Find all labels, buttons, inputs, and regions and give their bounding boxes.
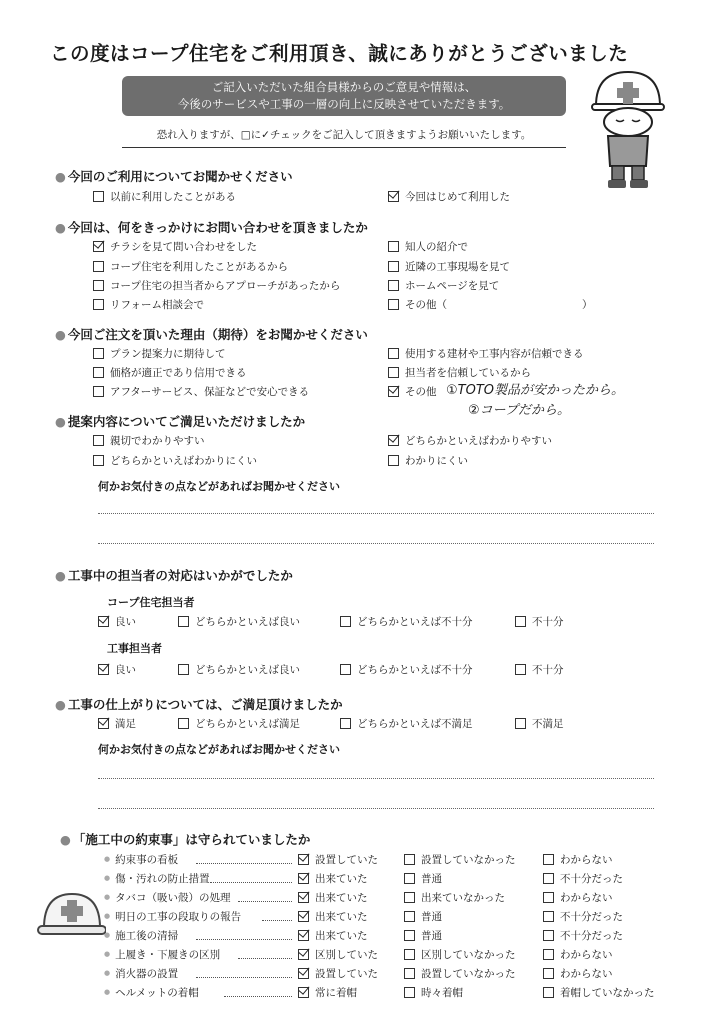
banner-line-2: 今後のサービスや工事の一層の向上に反映させていただきます。 <box>177 97 511 111</box>
q7-row1-option-1[interactable]: 設置していた <box>298 852 378 867</box>
checkbox[interactable] <box>178 616 189 627</box>
checkbox[interactable] <box>93 280 104 291</box>
q5-coop-option-4[interactable]: 不十分 <box>515 614 564 629</box>
checkbox-checked[interactable] <box>298 987 309 998</box>
handwritten-note-2: ②コープだから。 <box>468 403 571 418</box>
q7-row6-option-3[interactable]: わからない <box>543 947 613 962</box>
q2-left-option-4[interactable]: リフォーム相談会で <box>93 297 204 312</box>
checkbox[interactable] <box>515 718 526 729</box>
checkbox[interactable] <box>388 261 399 272</box>
checkbox[interactable] <box>178 664 189 675</box>
q7-row3-option-3[interactable]: わからない <box>543 890 613 905</box>
checkbox-checked[interactable] <box>388 191 399 202</box>
q7-item-6: ● 上履き・下履きの区別 <box>104 947 220 962</box>
q6-heading: ● 工事の仕上がりについては、ご満足頂けましたか <box>55 695 343 713</box>
q5-construction-option-3[interactable]: どちらかといえば不十分 <box>340 662 473 677</box>
checkbox[interactable] <box>404 930 415 941</box>
q2-right-option-2[interactable]: 近隣の工事現場を見て <box>388 259 510 274</box>
q6-option-3[interactable]: どちらかといえば不満足 <box>340 716 473 731</box>
q5-group-label-coop: コープ住宅担当者 <box>107 596 195 609</box>
leader-dots <box>224 996 292 997</box>
checkbox[interactable] <box>543 854 554 865</box>
checkbox-checked[interactable] <box>298 873 309 884</box>
q6-option-1[interactable]: 満足 <box>98 716 136 731</box>
checkbox[interactable] <box>543 873 554 884</box>
checkbox-checked[interactable] <box>298 968 309 979</box>
q5-construction-option-1[interactable]: 良い <box>98 662 136 677</box>
q2-other-close: ） <box>582 299 593 311</box>
q4-left-option-2[interactable]: どちらかといえばわかりにくい <box>93 453 257 468</box>
checkbox[interactable] <box>93 367 104 378</box>
checkbox[interactable] <box>543 892 554 903</box>
checkbox[interactable] <box>515 664 526 675</box>
leader-dots <box>262 920 292 921</box>
checkbox-checked[interactable] <box>298 930 309 941</box>
q7-row2-option-3[interactable]: 不十分だった <box>543 871 623 886</box>
q7-row5-option-2[interactable]: 普通 <box>404 928 442 943</box>
checkbox-checked[interactable] <box>298 854 309 865</box>
comment-line[interactable] <box>98 808 654 809</box>
checkbox[interactable] <box>404 968 415 979</box>
checkbox[interactable] <box>93 348 104 359</box>
q2-right-option-4[interactable]: その他（ <box>388 297 447 312</box>
checkbox[interactable] <box>340 664 351 675</box>
q3-heading: ● 今回ご注文を頂いた理由（期待）をお聞かせください <box>55 325 368 343</box>
q7-row6-option-2[interactable]: 区別していなかった <box>404 947 516 962</box>
q2-right-option-3[interactable]: ホームページを見て <box>388 278 499 293</box>
q1-option-1[interactable]: 以前に利用したことがある <box>93 189 236 204</box>
checkbox[interactable] <box>404 987 415 998</box>
checkbox[interactable] <box>543 949 554 960</box>
q4-left-option-1[interactable]: 親切でわかりやすい <box>93 433 205 448</box>
checkbox[interactable] <box>404 892 415 903</box>
instruction-text: 恐れ入りますが、□に✓チェックをご記入して頂きますようお願いいたします。 <box>122 127 566 148</box>
checkbox[interactable] <box>178 718 189 729</box>
checkbox-checked[interactable] <box>98 718 109 729</box>
checkbox[interactable] <box>404 949 415 960</box>
q7-row4-option-1[interactable]: 出来ていた <box>298 909 368 924</box>
leader-dots <box>196 939 292 940</box>
checkbox-checked[interactable] <box>98 616 109 627</box>
q7-row6-option-1[interactable]: 区別していた <box>298 947 378 962</box>
checkbox[interactable] <box>543 968 554 979</box>
checkbox[interactable] <box>388 299 399 310</box>
q7-row3-option-1[interactable]: 出来ていた <box>298 890 368 905</box>
q7-row8-option-3[interactable]: 着帽していなかった <box>543 985 655 1000</box>
q7-row8-option-2[interactable]: 時々着帽 <box>404 985 463 1000</box>
checkbox-checked[interactable] <box>388 386 399 397</box>
q7-row4-option-2[interactable]: 普通 <box>404 909 442 924</box>
checkbox[interactable] <box>404 873 415 884</box>
q5-group-label-construction: 工事担当者 <box>107 642 162 655</box>
checkbox[interactable] <box>543 911 554 922</box>
checkbox-checked[interactable] <box>298 949 309 960</box>
q7-row8-option-1[interactable]: 常に着帽 <box>298 985 357 1000</box>
q7-heading: ● 「施工中の約束事」は守られていましたか <box>60 830 310 848</box>
checkbox-checked[interactable] <box>388 435 399 446</box>
q7-item-3: ● タバコ（吸い殻）の処理 <box>104 890 231 905</box>
q2-heading: ● 今回は、何をきっかけにお問い合わせを頂きましたか <box>55 218 368 236</box>
q7-row2-option-1[interactable]: 出来ていた <box>298 871 368 886</box>
q7-item-8: ● ヘルメットの着帽 <box>104 985 199 1000</box>
comment-line[interactable] <box>98 543 654 544</box>
q5-construction-option-2[interactable]: どちらかといえば良い <box>178 662 300 677</box>
q1-option-2[interactable]: 今回はじめて利用した <box>388 189 510 204</box>
checkbox[interactable] <box>388 280 399 291</box>
checkbox[interactable] <box>388 348 399 359</box>
q6-option-2[interactable]: どちらかといえば満足 <box>178 716 300 731</box>
q5-coop-option-1[interactable]: 良い <box>98 614 136 629</box>
comment-line[interactable] <box>98 778 654 779</box>
q7-item-5: ● 施工後の清掃 <box>104 928 178 943</box>
checkbox[interactable] <box>340 718 351 729</box>
checkbox[interactable] <box>93 386 104 397</box>
checkbox[interactable] <box>388 455 399 466</box>
q4-right-option-1[interactable]: どちらかといえばわかりやすい <box>388 433 552 448</box>
q7-row7-option-1[interactable]: 設置していた <box>298 966 378 981</box>
checkbox-checked[interactable] <box>298 911 309 922</box>
q1-heading: ● 今回のご利用についてお聞かせください <box>55 167 293 185</box>
q4-comment-prompt: 何かお気付きの点などがあればお聞かせください <box>98 480 340 493</box>
q7-row5-option-1[interactable]: 出来ていた <box>298 928 368 943</box>
checkbox[interactable] <box>404 854 415 865</box>
info-banner <box>122 76 566 116</box>
q2-left-option-2[interactable]: コープ住宅を利用したことがあるから <box>93 259 288 274</box>
checkbox-checked[interactable] <box>298 892 309 903</box>
checkbox-checked[interactable] <box>93 241 104 252</box>
q7-item-1: ● 約束事の看板 <box>104 852 178 867</box>
leader-dots <box>196 977 292 978</box>
q4-heading: ● 提案内容についてご満足いただけましたか <box>55 412 305 430</box>
checkbox[interactable] <box>340 616 351 627</box>
comment-line[interactable] <box>98 513 654 514</box>
checkbox[interactable] <box>515 616 526 627</box>
q2-left-option-3[interactable]: コープ住宅の担当者からアプローチがあったから <box>93 278 340 293</box>
handwritten-note-1: ①TOTO製品が安かったから。 <box>446 383 625 398</box>
q7-row3-option-2[interactable]: 出来ていなかった <box>404 890 505 905</box>
q3-left-option-1[interactable]: プラン提案力に期待して <box>93 346 226 361</box>
checkbox-checked[interactable] <box>98 664 109 675</box>
checkbox[interactable] <box>93 191 104 202</box>
q5-coop-option-3[interactable]: どちらかといえば不十分 <box>340 614 473 629</box>
q7-row2-option-2[interactable]: 普通 <box>404 871 442 886</box>
leader-dots <box>210 882 292 883</box>
checkbox[interactable] <box>93 299 104 310</box>
leader-dots <box>238 901 292 902</box>
checkbox[interactable] <box>543 987 554 998</box>
q3-left-option-2[interactable]: 価格が適正であり信用できる <box>93 365 247 380</box>
q7-row7-option-3[interactable]: わからない <box>543 966 613 981</box>
checkbox[interactable] <box>543 930 554 941</box>
q7-item-2: ● 傷・汚れの防止措置 <box>104 871 210 886</box>
worker-mascot-icon <box>588 66 668 190</box>
banner-line-1: ご記入いただいた組合員様からのご意見や情報は、 <box>211 80 477 94</box>
q6-option-4[interactable]: 不満足 <box>515 716 564 731</box>
q7-row5-option-3[interactable]: 不十分だった <box>543 928 623 943</box>
q5-coop-option-2[interactable]: どちらかといえば良い <box>178 614 300 629</box>
leader-dots <box>238 958 292 959</box>
q3-right-option-3[interactable]: その他 <box>388 384 437 399</box>
checkbox[interactable] <box>404 911 415 922</box>
q7-item-4: ● 明日の工事の段取りの報告 <box>104 909 241 924</box>
q3-right-option-2[interactable]: 担当者を信頼しているから <box>388 365 531 380</box>
checkbox[interactable] <box>388 367 399 378</box>
page-title: この度はコープ住宅をご利用頂き、誠にありがとうございました <box>50 42 629 65</box>
leader-dots <box>196 863 292 864</box>
checkbox[interactable] <box>93 455 104 466</box>
checkbox[interactable] <box>93 261 104 272</box>
q5-construction-option-4[interactable]: 不十分 <box>515 662 564 677</box>
q2-left-option-1[interactable]: チラシを見て問い合わせをした <box>93 239 257 254</box>
q4-right-option-2[interactable]: わかりにくい <box>388 453 468 468</box>
q7-item-7: ● 消火器の設置 <box>104 966 178 981</box>
checkbox[interactable] <box>93 435 104 446</box>
q7-row7-option-2[interactable]: 設置していなかった <box>404 966 516 981</box>
q7-row1-option-3[interactable]: わからない <box>543 852 613 867</box>
q7-row1-option-2[interactable]: 設置していなかった <box>404 852 516 867</box>
q6-comment-prompt: 何かお気付きの点などがあればお聞かせください <box>98 743 340 756</box>
helmet-icon <box>36 888 106 940</box>
q2-right-option-1[interactable]: 知人の紹介で <box>388 239 468 254</box>
q7-row4-option-3[interactable]: 不十分だった <box>543 909 623 924</box>
q3-left-option-3[interactable]: アフターサービス、保証などで安心できる <box>93 384 309 399</box>
checkbox[interactable] <box>388 241 399 252</box>
q3-right-option-1[interactable]: 使用する建材や工事内容が信頼できる <box>388 346 584 361</box>
q5-heading: ● 工事中の担当者の対応はいかがでしたか <box>55 566 293 584</box>
